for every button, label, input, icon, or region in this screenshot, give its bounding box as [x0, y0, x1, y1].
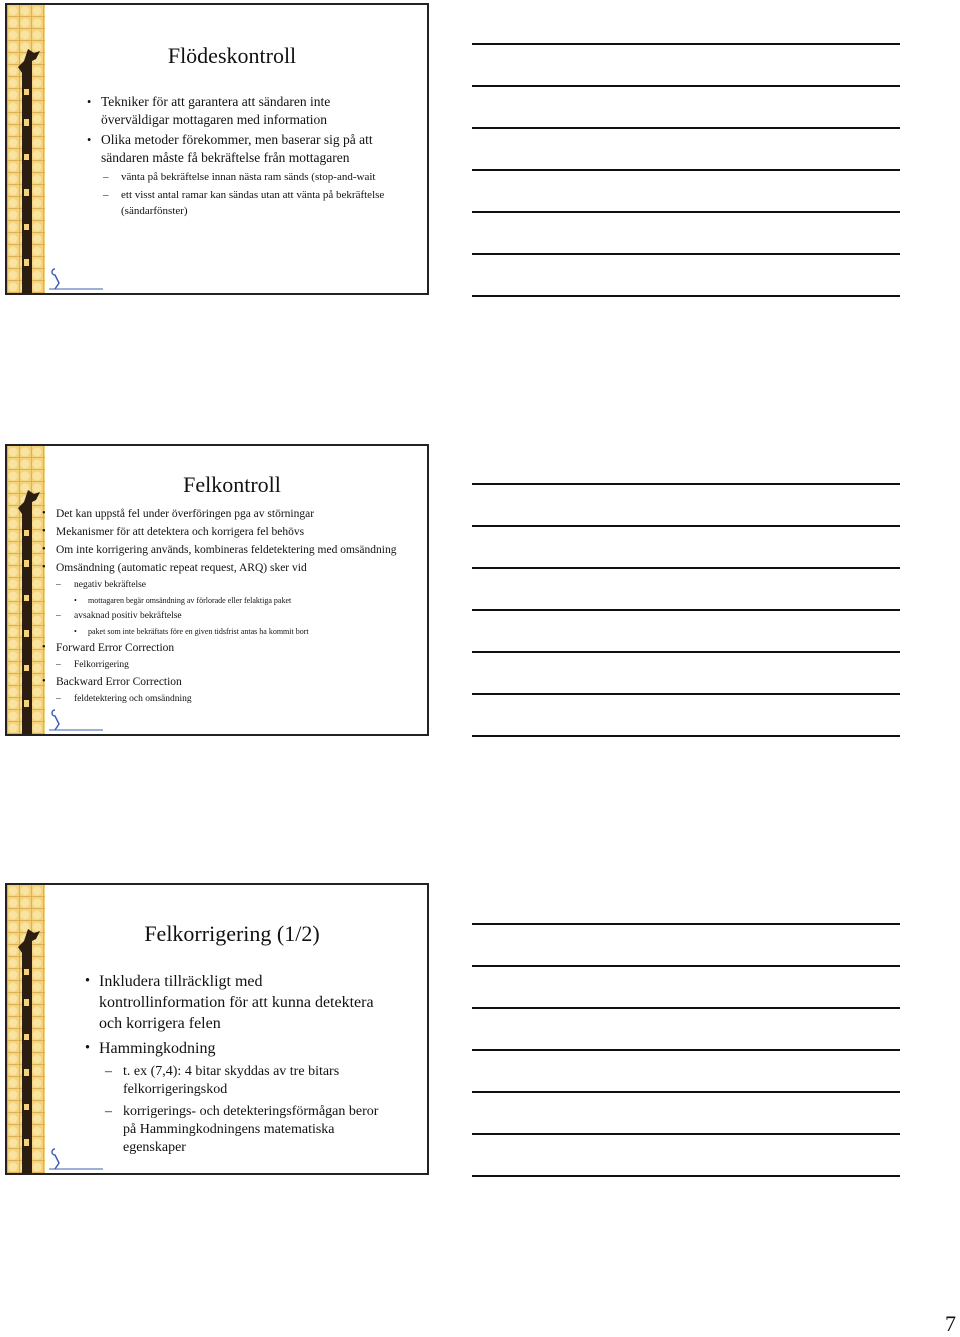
sub-bullet-item: – negativ bekräftelse [56, 578, 407, 592]
note-line [472, 43, 900, 45]
note-line [472, 169, 900, 171]
rml-logo [47, 267, 105, 291]
note-line [472, 483, 900, 485]
slide-bullet-list [42, 506, 407, 708]
notes-lines [472, 483, 900, 777]
slide-title: Flödeskontroll [167, 43, 297, 68]
giraffe-icon [14, 490, 40, 735]
sub-bullet-item: – avsaknad positiv bekräftelse [56, 609, 407, 623]
note-line [472, 609, 900, 611]
note-line [472, 1133, 900, 1135]
notes-lines [472, 923, 900, 1217]
page-number: 7 [945, 1311, 956, 1336]
bullet-item: • Om inte korrigering används, kombineras feldetektering med omsändning [42, 542, 407, 558]
sub-bullet-item: – t. ex (7,4): 4 bitar skyddas av tre bitars felkorrigeringskod [105, 1063, 391, 1099]
note-line [472, 295, 900, 297]
rml-logo [47, 708, 105, 732]
sub-sub-bullet-item: • paket som inte bekräftats före en given tidsfrist antas ha kommit bort [74, 625, 407, 638]
note-line [472, 1049, 900, 1051]
bullet-item: • Olika metoder förekommer, men baserar sig på att sändaren måste få bekräftelse från mottagaren [87, 131, 391, 167]
slide-bullet-list [85, 971, 391, 1161]
bullet-item: • Tekniker för att garantera att sändaren inte överväldigar mottagaren med information [87, 93, 391, 129]
note-line [472, 965, 900, 967]
note-line [472, 923, 900, 925]
bullet-item: • Mekanismer för att detektera och korrigera fel behövs [42, 524, 407, 540]
note-line [472, 1091, 900, 1093]
rml-logo [47, 1147, 105, 1171]
note-line [472, 525, 900, 527]
slide-title: Felkorrigering (1/2) [144, 921, 320, 946]
bullet-item: • Inkludera tillräckligt med kontrollinformation för att kunna detektera och korrigera felen [85, 971, 391, 1034]
bullet-item: • Det kan uppstå fel under överföringen pga av störningar [42, 506, 407, 522]
notes-lines [472, 43, 900, 337]
giraffe-icon [14, 929, 40, 1174]
bullet-item: • Forward Error Correction [42, 640, 407, 656]
giraffe-icon [14, 49, 40, 294]
note-line [472, 735, 900, 737]
note-line [472, 253, 900, 255]
bullet-item: • Omsändning (automatic repeat request, ARQ) sker vid [42, 560, 407, 576]
slide-flodeskontroll [5, 3, 429, 295]
note-line [472, 127, 900, 129]
slide-felkorrigering [5, 883, 429, 1175]
bullet-item: • Hammingkodning [85, 1038, 391, 1059]
bullet-item: • Backward Error Correction [42, 674, 407, 690]
note-line [472, 211, 900, 213]
note-line [472, 85, 900, 87]
sub-bullet-item: – ett visst antal ramar kan sändas utan att vänta på bekräftelse (sändarfönster) [103, 187, 391, 219]
slide-felkontroll [5, 444, 429, 736]
slide-title: Felkontroll [183, 472, 281, 497]
note-line [472, 693, 900, 695]
note-line [472, 1175, 900, 1177]
sub-bullet-item: – Felkorrigering [56, 658, 407, 672]
note-line [472, 1007, 900, 1009]
note-line [472, 567, 900, 569]
note-line [472, 651, 900, 653]
sub-sub-bullet-item: • mottagaren begär omsändning av förlorade eller felaktiga paket [74, 594, 407, 607]
slide-bullet-list [87, 93, 391, 221]
sub-bullet-item: – korrigerings- och detekteringsförmågan beror på Hammingkodningens matematiska egenskaper [105, 1103, 391, 1157]
sub-bullet-item: – feldetektering och omsändning [56, 692, 407, 706]
sub-bullet-item: – vänta på bekräftelse innan nästa ram sänds (stop-and-wait [103, 169, 391, 185]
